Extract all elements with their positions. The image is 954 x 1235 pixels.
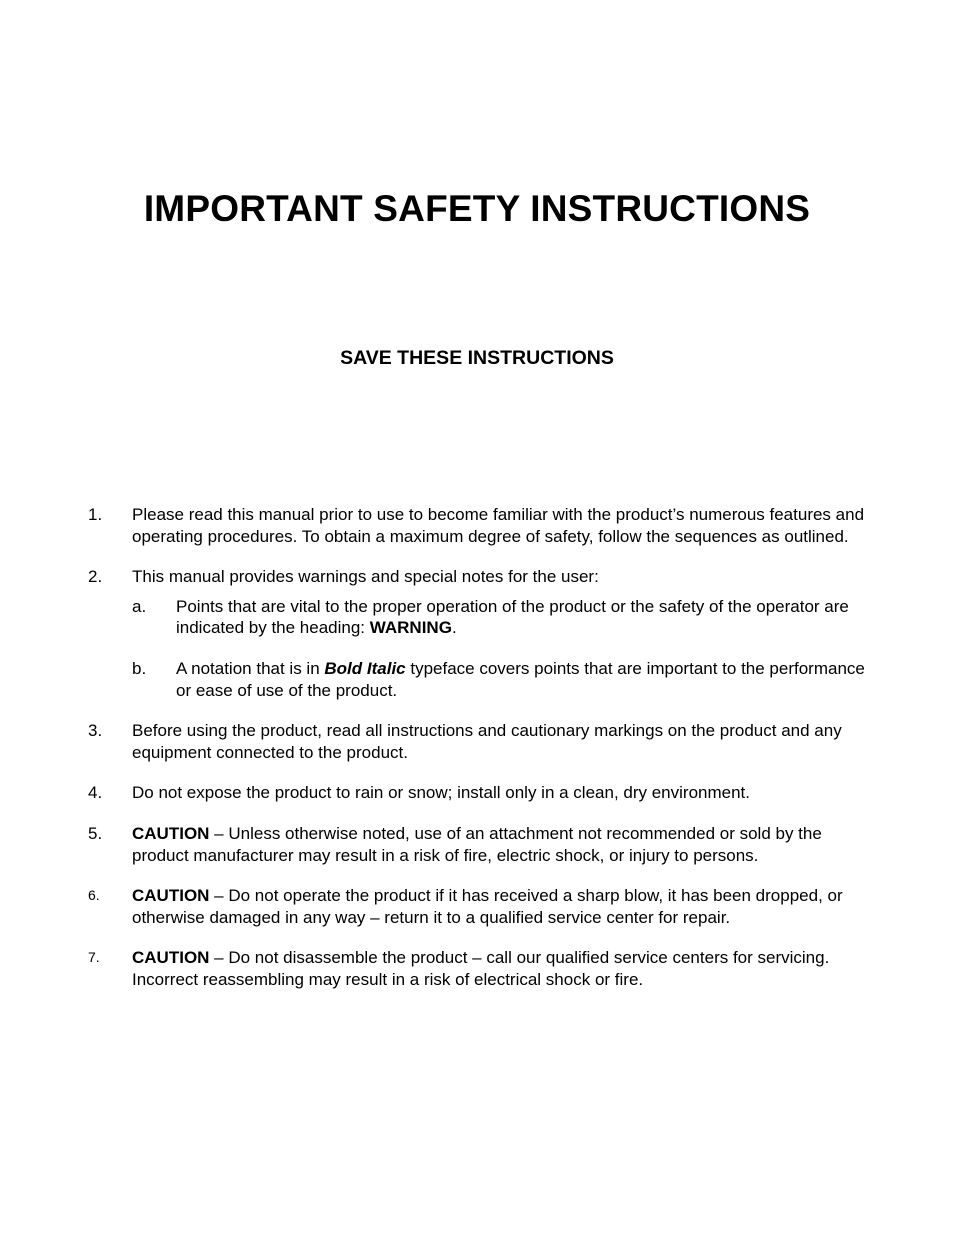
item-number: 4. (88, 783, 103, 803)
sub-item-a (132, 596, 874, 639)
item-number: 1. (88, 505, 103, 524)
caution-label: CAUTION (132, 886, 210, 906)
list-item-3 (0, 720, 954, 763)
caution-label: CAUTION (132, 948, 210, 968)
caution-label: CAUTION (132, 823, 210, 843)
page-title: IMPORTANT SAFETY INSTRUCTIONS (143, 188, 811, 229)
list-item-7 (0, 947, 954, 990)
item-number: 5. (88, 823, 103, 843)
sub-item-text-end: . (451, 618, 457, 638)
sub-item-letter: b. (132, 658, 147, 678)
sub-item-letter: a. (132, 596, 147, 616)
bold-italic-label: Bold Italic (324, 658, 406, 678)
page-subtitle: SAVE THESE INSTRUCTIONS (340, 347, 614, 369)
warning-label: WARNING (369, 618, 452, 638)
list-item-2 (0, 566, 954, 701)
item-text: Before using the product, read all instructions and cautionary markings on the product and any equipment connected to the product. (132, 721, 842, 762)
item-number: 6. (88, 887, 100, 904)
item-number: 7. (88, 949, 100, 966)
item-text: Please read this manual prior to use to become familiar with the product’s numerous features and operating procedures. To obtain a maximum degree of safety, follow the sequences as outlined. (132, 505, 865, 546)
list-item-1 (0, 504, 954, 547)
list-item-6 (0, 885, 954, 928)
item-text: Do not expose the product to rain or snow; install only in a clean, dry environment. (132, 783, 751, 803)
safety-instructions-list (0, 504, 954, 1010)
sub-item-b (132, 658, 874, 701)
item-number: 3. (88, 721, 103, 741)
item-text: – Do not operate the product if it has received a sharp blow, it has been dropped, or otherwise damaged in any way – return it to a qualified service center for repair. (132, 886, 843, 927)
list-item-5 (0, 823, 954, 866)
item-text: – Do not disassemble the product – call our qualified service centers for servicing. Incorrect reassembling may result in a risk of electrical shock or fire. (132, 948, 830, 989)
sub-item-text: A notation that is in (176, 658, 325, 678)
sub-item-text-end: typeface covers points that are important to the performance or ease of use of the product. (176, 658, 865, 700)
item-text: – Unless otherwise noted, use of an attachment not recommended or sold by the product manufacturer may result in a risk of fire, electric shock, or injury to persons. (132, 823, 822, 865)
sub-item-text: Points that are vital to the proper operation of the product or the safety of the operator are indicated by the heading: (176, 596, 849, 638)
item-text: This manual provides warnings and special notes for the user: (132, 567, 599, 587)
list-item-4 (0, 782, 954, 804)
item-number: 2. (88, 567, 103, 587)
